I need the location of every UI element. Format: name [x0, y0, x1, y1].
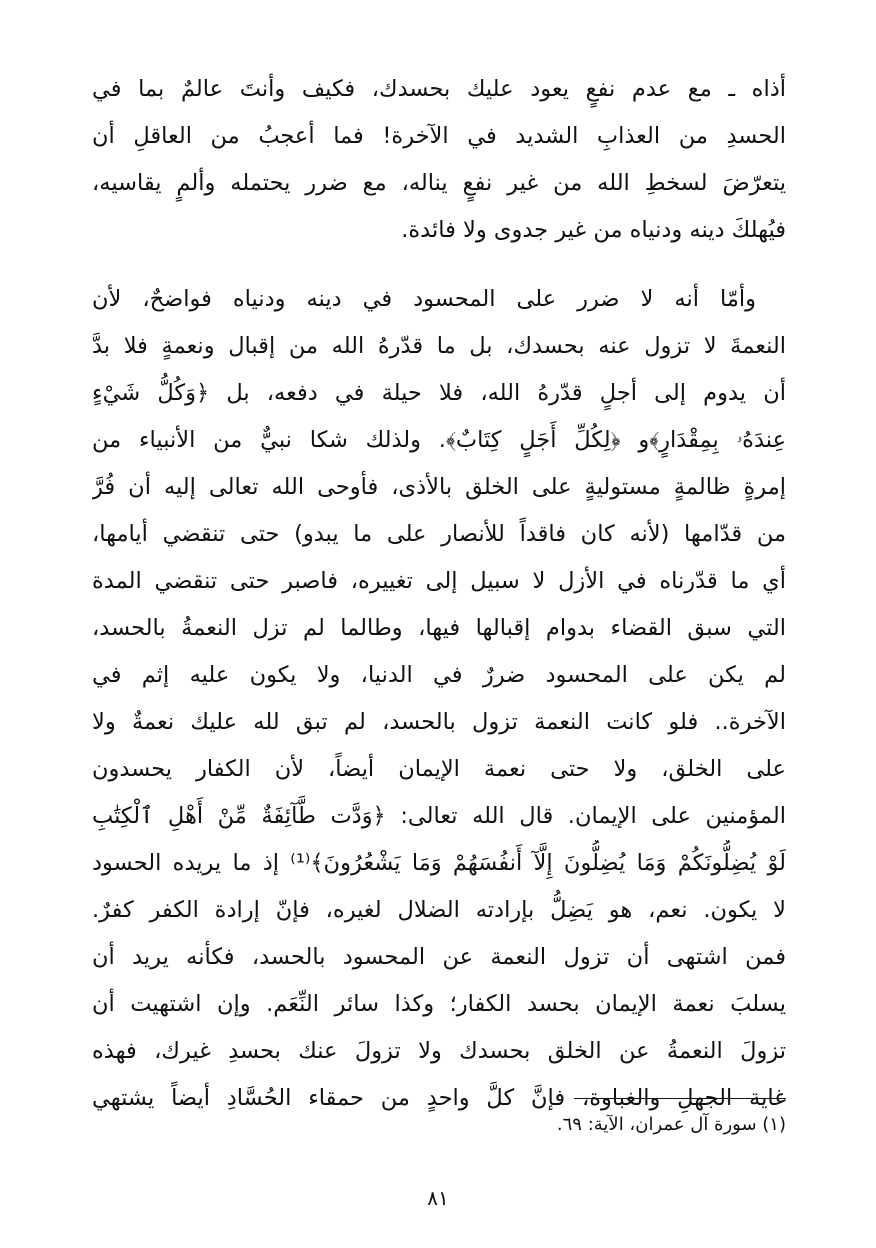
text-line: عِندَهُۥ بِمِقْدَارٍ﴾و ﴿لِكُلِّ أَجَلٍ كِتَابٌ﴾. ولذلك شكا نبيٌّ من الأنبياء من	[92, 427, 786, 453]
page-number: ٨١	[427, 1186, 449, 1210]
text-line: أن يدوم إلى أجلٍ قدّرهُ الله، فلا حيلة في دفعه، بل ﴿وَكُلُّ شَيْءٍ	[92, 380, 786, 406]
text-line: النعمةَ لا تزول عنه بحسدك، بل ما قدّرهُ الله من إقبال ونعمةٍ فلا بدَّ	[92, 333, 786, 359]
text-line: لَوْ يُضِلُّونَكُمْ وَمَا يُضِلُّونَ إِلَّآ أَنفُسَهُمْ وَمَا يَشْعُرُونَ﴾⁽¹⁾ إذ ما يريده الحسود	[92, 850, 786, 876]
text-line: يسلبَ نعمة الإيمان بحسد الكفار؛ وكذا سائر النِّعَم. وإن اشتهيت أن	[92, 991, 786, 1017]
text-line: من قدّامها (لأنه كان فاقداً للأنصار على ما يبدو) حتى تنقضي أيامها،	[92, 521, 786, 547]
footnote-divider	[574, 1098, 786, 1099]
footnote: (١) سورة آل عمران، الآية: ٦٩.	[556, 1114, 786, 1135]
text-line: المؤمنين على الإيمان. قال الله تعالى: ﴿وَدَّت طَّآئِفَةٌ مِّنْ أَهْلِ ٱلْكِتَٰبِ	[92, 803, 786, 829]
text-line: الحسدِ من العذابِ الشديد في الآخرة! فما أعجبُ من العاقلِ أن	[92, 123, 786, 149]
text-line: أذاه ـ مع عدم نفعٍ يعود عليك بحسدك، فكيف وأنتَ عالمٌ بما في	[92, 76, 786, 102]
text-line: فيُهلكَ دينه ودنياه من غير جدوى ولا فائدة.	[401, 217, 786, 243]
text-line: فمن اشتهى أن تزول النعمة عن المحسود بالحسد، فكأنه يريد أن	[92, 944, 786, 970]
text-line: وأمّا أنه لا ضرر على المحسود في دينه ودنياه فواضحٌ، لأن	[92, 286, 756, 312]
text-line: أي ما قدّرناه في الأزل لا سبيل إلى تغييره، فاصبر حتى تنقضي المدة	[92, 568, 786, 594]
text-line: لم يكن على المحسود ضررٌ في الدنيا، ولا يكون عليه إثم في	[92, 662, 786, 688]
text-line: غاية الجهلِ والغباوة، فإنَّ كلَّ واحدٍ من حمقاء الحُسَّادِ أيضاً يشتهي	[92, 1085, 786, 1111]
text-line: لا يكون. نعم، هو يَضِلُّ بإرادته الضلال لغيره، فإنّ إرادة الكفر كفرٌ.	[92, 897, 786, 923]
text-line: تزولَ النعمةُ عن الخلق بحسدك ولا تزولَ عنك بحسدِ غيرك، فهذه	[92, 1038, 786, 1064]
text-line: يتعرّضَ لسخطِ الله من غير نفعٍ يناله، مع ضرر يحتمله وألمٍ يقاسيه،	[92, 170, 786, 196]
text-line: إمرةٍ ظالمةٍ مستوليةٍ على الخلق بالأذى، فأوحى الله تعالى إليه أن فُرَّ	[92, 474, 786, 500]
text-line: التي سبق القضاء بدوام إقبالها فيها، وطالما لم تزل النعمةُ بالحسد،	[92, 615, 786, 641]
paragraph-2	[92, 276, 786, 1122]
paragraph-1	[92, 66, 786, 254]
text-line: على الخلق، ولا حتى نعمة الإيمان أيضاً، لأن الكفار يحسدون	[92, 756, 786, 782]
text-line: الآخرة.. فلو كانت النعمة تزول بالحسد، لم تبق لله عليك نعمةٌ ولا	[92, 709, 786, 735]
